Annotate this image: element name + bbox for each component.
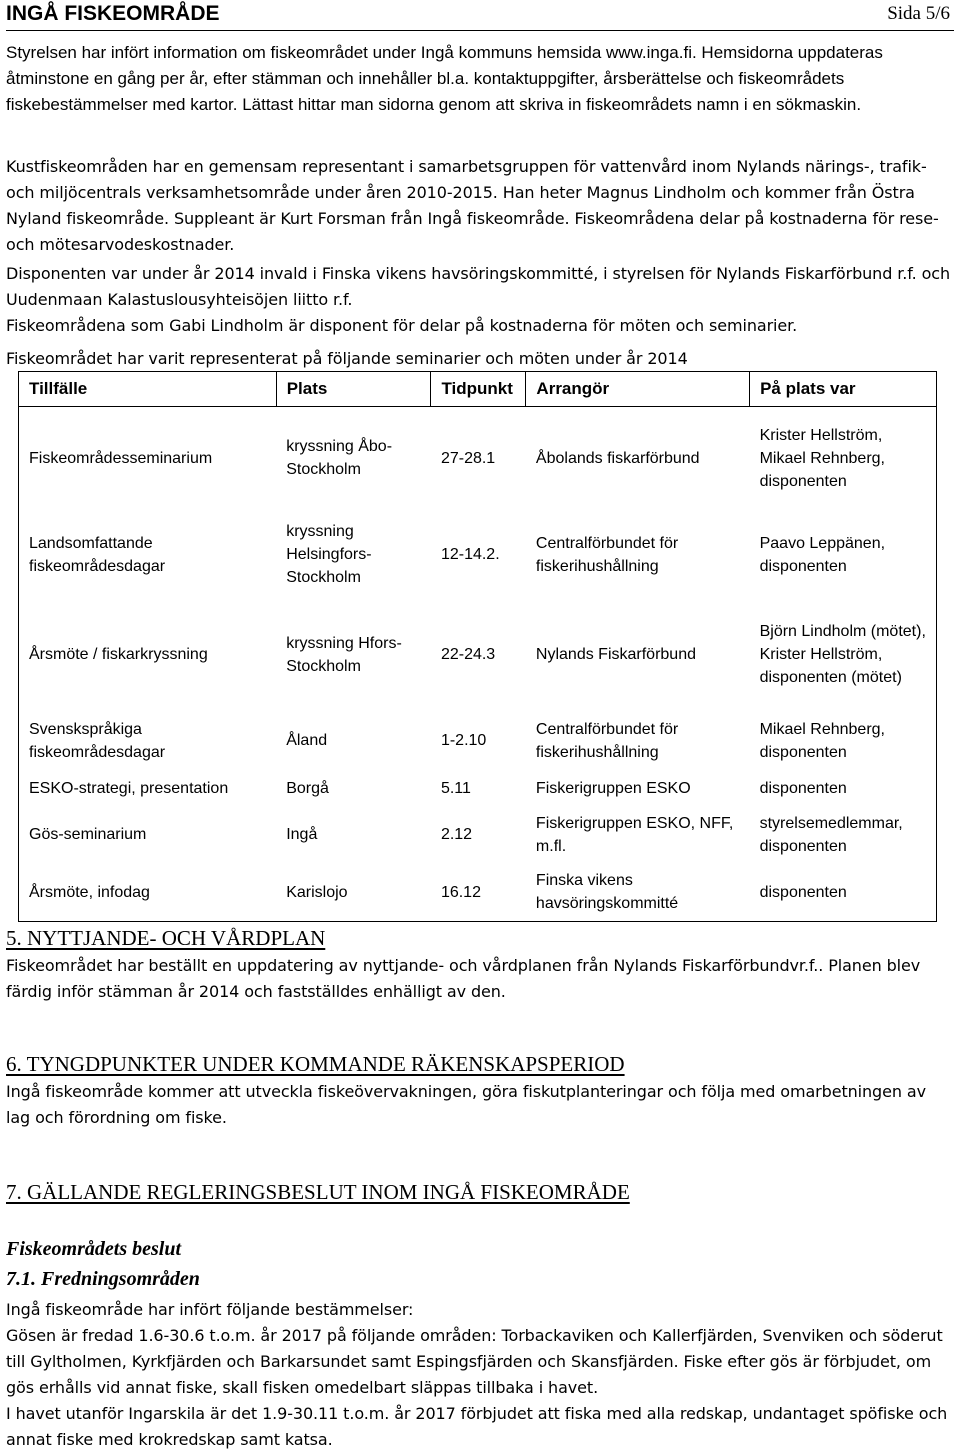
cell-present: Mikael Rehnberg, disponenten (750, 710, 937, 772)
table-row (19, 806, 937, 864)
section-5-heading: 5. NYTTJANDE- OCH VÅRDPLAN (6, 926, 326, 950)
section-5-body: Fiskeområdet har beställt en uppdatering av nyttjande- och vårdplanen från Nylands Fiskarförbundvr.f.. Planen blev färdig inför stämman år 2014 och fastställdes enhälligt av den. (6, 956, 921, 1001)
table-row (19, 710, 937, 772)
table-row (19, 510, 937, 600)
cell-event: Gös-seminarium (19, 806, 277, 864)
intro-paragraph-costs: Fiskeområdena som Gabi Lindholm är disponent för delar på kostnaderna för möten och seminarier. (6, 316, 798, 335)
page-number: Sida 5/6 (887, 3, 950, 24)
cell-present: disponenten (750, 864, 937, 922)
cell-time: 27-28.1 (440, 449, 496, 467)
cell-place: Åland (286, 732, 328, 749)
events-table (18, 371, 937, 922)
cell-place: kryssning Hfors-Stockholm (286, 634, 402, 675)
cell-time: 22-24.3 (440, 646, 496, 663)
header-organizer: Arrangör (526, 372, 750, 407)
cell-present: disponenten (750, 772, 937, 806)
cell-time: 16.12 (431, 864, 526, 922)
cell-place: kryssning Åbo-Stockholm (286, 438, 393, 479)
cell-place: kryssning Helsingfors-Stockholm (286, 523, 372, 586)
cell-organizer: Centralförbundet för fiskerihushållning (535, 534, 679, 575)
cell-event: Landsomfattande fiskeområdesdagar (19, 510, 277, 600)
cell-organizer: Åbolands fiskarförbund (535, 449, 700, 467)
header-event: Tillfälle (19, 372, 277, 407)
cell-organizer: Nylands Fiskarförbund (535, 646, 696, 663)
intro-paragraph-representative: Kustfiskeområden har en gemensam representant i samarbetsgruppen för vattenvård inom Nylands närings-, trafik- och miljöcentrals verksamhetsområde under åren 2010-2015. Han heter Magnus Lindholm och kommer från Östra Nyland fiskeområde. Suppleant är Kurt Forsman från Ingå fiskeområde. Fiskeområdena delar på kostnaderna för rese- och mötesarvodeskostnader. (6, 157, 939, 254)
cell-event: Årsmöte / fiskarkryssning (19, 600, 277, 710)
section-7-1-intro: Ingå fiskeområde har infört följande bestämmelser: (6, 1300, 414, 1319)
header-present: På plats var (750, 372, 937, 407)
cell-organizer: Fiskerigruppen ESKO (535, 780, 691, 797)
cell-event: Årsmöte, infodag (19, 864, 277, 922)
cell-event: ESKO-strategi, presentation (19, 772, 277, 806)
cell-present: Paavo Leppänen, disponenten (750, 510, 937, 600)
table-row (19, 600, 937, 710)
section-6-body: Ingå fiskeområde kommer att utveckla fiskeövervakningen, göra fiskutplanteringar och följa med omarbetningen av lag och förordning om fiske. (6, 1082, 926, 1127)
table-caption: Fiskeområdet har varit representerat på följande seminarier och möten under år 2014 (6, 349, 688, 368)
cell-place: Ingå (286, 826, 318, 843)
section-6-heading: 6. TYNGDPUNKTER UNDER KOMMANDE RÄKENSKAPSPERIOD (6, 1052, 625, 1076)
cell-time: 2.12 (440, 826, 473, 843)
cell-present: Krister Hellström, Mikael Rehnberg, disponenten (750, 407, 937, 510)
cell-event: Fiskeområdesseminarium (19, 407, 277, 510)
cell-present: Björn Lindholm (mötet), Krister Hellström, disponenten (mötet) (750, 600, 937, 710)
section-7-subheading: Fiskeområdets beslut (6, 1238, 182, 1260)
header-time: Tidpunkt (431, 372, 526, 407)
section-7-1-ingarskila-rule: I havet utanför Ingarskila är det 1.9-30.11 t.o.m. år 2017 förbjudet att fiska med alla redskap, undantaget spöfiske och annat fiske med krokredskap samt katsa. (6, 1404, 948, 1449)
cell-time: 1-2.10 (440, 732, 487, 749)
intro-paragraph-website: Styrelsen har infört information om fiskeområdet under Ingå kommuns hemsida www.inga.fi. Hemsidorna uppdateras åtminstone en gång per år, efter stämman och innehåller bl.a. kontaktuppgifter, årsberättelse och fiskeområdets fiskebestämmelser med kartor. Lättast hittar man sidorna genom att skriva in fiskeområdets namn i en sökmaskin. (6, 43, 883, 114)
cell-organizer: Centralförbundet för fiskerihushållning (535, 720, 679, 761)
cell-event: Svenskspråkiga fiskeområdesdagar (19, 710, 277, 772)
cell-organizer: Finska vikens havsöringskommitté (526, 864, 750, 922)
header-title: INGÅ FISKEOMRÅDE (6, 2, 220, 25)
cell-organizer: Fiskerigruppen ESKO, NFF, m.fl. (535, 814, 734, 855)
cell-place: Karislojo (276, 864, 431, 922)
section-7-1-gos-rule: Gösen är fredad 1.6-30.6 t.o.m. år 2017 på följande områden: Torbackaviken och Kallerfjärden, Svenviken och söderut till Gyltholmen, Kyrkfjärden och Barkarsundet samt Espingsfjärden och Skansfjärden. Fiske efter gös är förbjudet, om gös erhålls vid annat fiske, skall fisken omedelbart släppas tillbaka i havet. (6, 1326, 943, 1397)
section-7-heading: 7. GÄLLANDE REGLERINGSBESLUT INOM INGÅ FISKEOMRÅDE (6, 1180, 630, 1204)
section-7-1-heading: 7.1. Fredningsområden (6, 1268, 200, 1290)
cell-place: Borgå (286, 780, 329, 797)
cell-time: 5.11 (440, 780, 471, 797)
table-row (19, 772, 937, 806)
table-row (19, 864, 937, 922)
intro-paragraph-disponent: Disponenten var under år 2014 invald i Finska vikens havsöringskommitté, i styrelsen för Nylands Fiskarförbund r.f. och Uudenmaan Kalastuslousyhteisöjen liitto r.f. (6, 264, 951, 309)
header-place: Plats (276, 372, 431, 407)
table-row (19, 407, 937, 510)
cell-present: styrelsemedlemmar, disponenten (750, 806, 937, 864)
cell-time: 12-14.2. (440, 546, 500, 563)
table-header-row (19, 372, 937, 407)
page-header (6, 0, 954, 31)
